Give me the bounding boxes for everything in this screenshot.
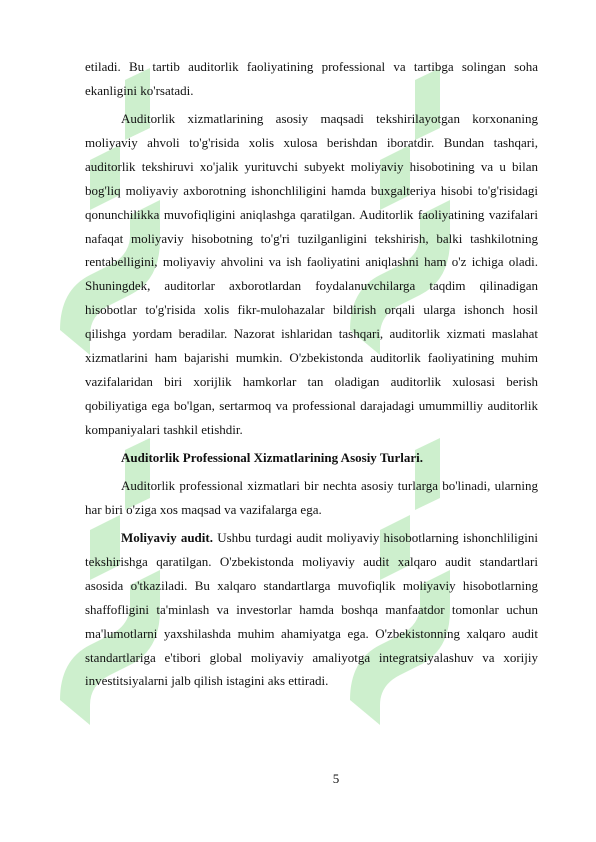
paragraph-text: Ushbu turdagi audit moliyaviy hisobotlarning ishonchliligini tekshirishga qaratilgan. O'zbekistonda moliyaviy audit xalqaro audit standartlari asosida o'tkaziladi. Bu xalqaro standartlarga muvofiqlik moliyaviy hisobotlarning shaffofligini ta'minlash va investorlar hamda boshqa manfaatdor tomonlar uchun ma'lumotlarni yaxshilashda muhim ahamiyatga ega. O'zbekistonning xalqaro audit standartlariga e'tibori global moliyaviy amaliyotga integratsiyalashuv va xorijiy investitsiyalarni jalb qilish istagini aks ettiradi. — [85, 529, 538, 689]
document-body — [85, 55, 538, 698]
paragraph-lead-term: Moliyaviy audit. — [121, 529, 213, 545]
paragraph-text: Auditorlik xizmatlarining asosiy maqsadi tekshirilayotgan korxonaning moliyaviy ahvoli to'g'risida xolis xulosa berishdan iboratdir. Bundan tashqari, auditorlik tekshiruvi xo'jalik yurituvchi subyekt moliyaviy hisobotining va u bilan bog'liq moliyaviy axborotning ishonchliligini hamda buxgalteriya hisobi to'g'risidagi qonunchilikka muvofiqligini aniqlashga qaratilgan. Auditorlik faoliyatining vazifalari nafaqat moliyaviy hisobotning to'g'ri tuzilganligini tekshirish, balki tashkilotning rentabelligini, moliyaviy ahvolini va ish faoliyatini aniqlashni ham o'z ichiga oladi. Shuningdek, auditorlar axborotlardan foydalanuvchilarga taqdim qilinadigan hisobotlar to'g'risida xolis fikr-mulohazalar bildirish orqali ularga ishonch hosil qilishga yordam beradilar. Nazorat ishlaridan tashqari, auditorlik xizmati maslahat xizmatlarini ham bajarishi mumkin. O'zbekistonda auditorlik faoliyatining muhim vazifalaridan biri xorijlik hamkorlar tan oladigan auditorlik xulosasi berish qobiliyatiga ega bo'lgan, sertarmoq va professional darajadagi umummilliy auditorlik kompaniyalari tashkil etishdir. — [85, 111, 538, 437]
paragraph-financial-audit — [85, 526, 538, 693]
paragraph-audit-purpose — [85, 107, 538, 442]
paragraph-service-types — [85, 474, 538, 522]
paragraph-text: Auditorlik professional xizmatlari bir nechta asosiy turlarga bo'linadi, ularning har biri o'ziga xos maqsad va vazifalarga ega. — [85, 477, 538, 517]
section-heading: Auditorlik Professional Xizmatlarining Asosiy Turlari. — [121, 449, 424, 465]
paragraph-text: etiladi. Bu tartib auditorlik faoliyatining professional va tartibga solingan soha ekanligini ko'rsatadi. — [85, 59, 538, 98]
page-number: 5 — [332, 771, 340, 786]
paragraph-continuation — [85, 55, 538, 103]
